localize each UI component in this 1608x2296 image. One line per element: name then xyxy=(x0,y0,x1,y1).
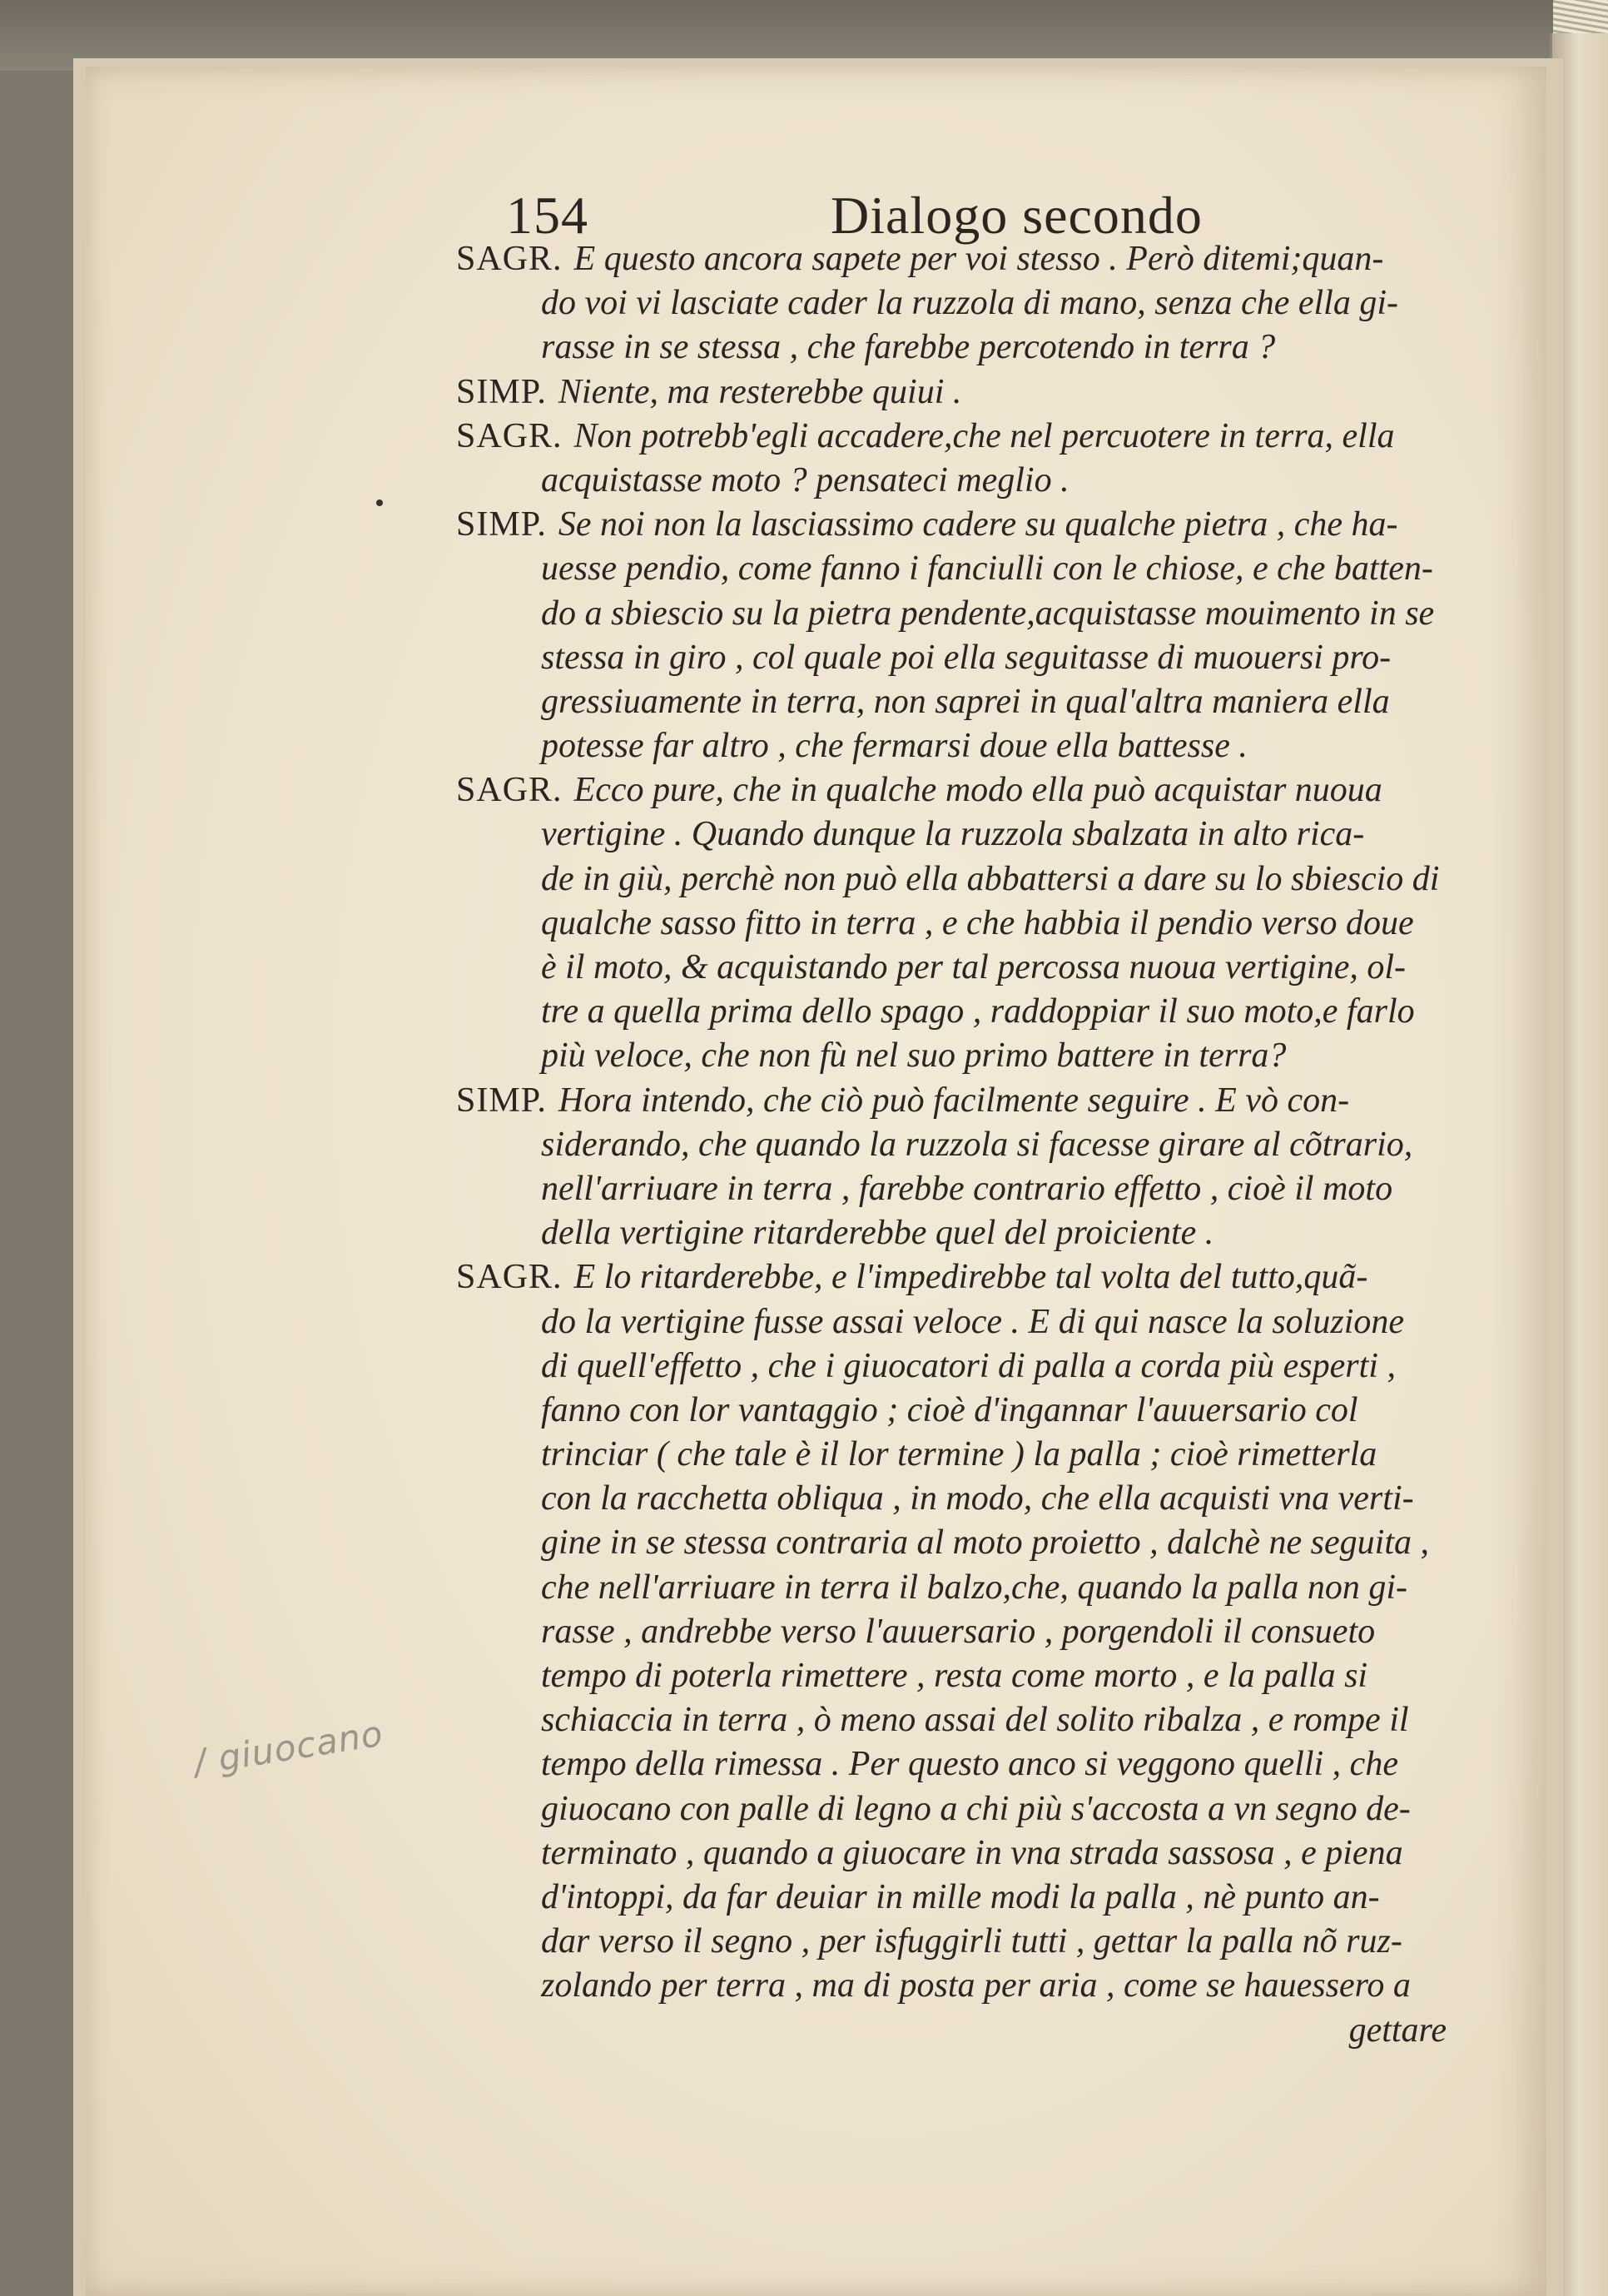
line-text: rasse , andrebbe verso l'auuersario , porgendoli il consueto xyxy=(541,1612,1376,1651)
line-text: Se noi non la lasciassimo cadere su qualche pietra , che ha- xyxy=(558,505,1398,544)
text-line xyxy=(456,768,1488,813)
line-text: vertigine . Quando dunque la ruzzola sbalzata in alto rica- xyxy=(541,815,1365,854)
running-title: Dialogo secondo xyxy=(831,186,1203,245)
line-text: di quell'effetto , che i giuocatori di palla a corda più esperti , xyxy=(541,1346,1396,1385)
speaker-label: SIMP. xyxy=(456,372,547,411)
text-line xyxy=(456,459,1488,503)
line-text: con la racchetta obliqua , in modo, che ella acquisti vna verti- xyxy=(541,1479,1414,1518)
text-line xyxy=(456,1034,1488,1078)
body-text xyxy=(456,237,1488,2053)
page-header xyxy=(506,185,1255,243)
line-text: trinciar ( che tale è il lor termine ) la palla ; cioè rimetterla xyxy=(541,1435,1377,1474)
text-line xyxy=(456,1389,1488,1433)
text-line xyxy=(456,1654,1488,1698)
line-text: nell'arriuare in terra , farebbe contrario effetto , cioè il moto xyxy=(541,1169,1393,1208)
speaker-label: SIMP. xyxy=(456,1081,547,1120)
text-line xyxy=(456,1964,1488,2008)
line-text: zolando per terra , ma di posta per aria , come se hauessero a xyxy=(541,1966,1411,2005)
speaker-label: SAGR. xyxy=(456,240,563,278)
text-line xyxy=(456,1477,1488,1521)
text-line xyxy=(456,1167,1488,1211)
margin-annotation: / giuocano xyxy=(191,1712,386,1783)
catchword: gettare xyxy=(1348,2010,1447,2050)
text-line xyxy=(456,680,1488,724)
speaker-label: SIMP. xyxy=(456,505,547,544)
text-line xyxy=(456,636,1488,680)
line-text: tre a quella prima dello spago , raddoppiar il suo moto,e farlo xyxy=(541,992,1415,1031)
text-line xyxy=(456,990,1488,1034)
text-line xyxy=(456,1521,1488,1565)
text-line xyxy=(456,1831,1488,1876)
line-text: Ecco pure, che in qualche modo ella può acquistar nuoua xyxy=(573,771,1382,810)
text-line xyxy=(456,592,1488,636)
text-line xyxy=(456,1787,1488,1831)
line-text: fanno con lor vantaggio ; cioè d'ingannar l'auuersario col xyxy=(541,1390,1358,1429)
line-text: stessa in giro , col quale poi ella seguitasse di muouersi pro- xyxy=(541,638,1392,677)
speaker-label: SAGR. xyxy=(456,1258,563,1297)
line-text: terminato , quando a giuocare in vna strada sassosa , e piena xyxy=(541,1833,1403,1872)
text-line xyxy=(456,1344,1488,1389)
line-text: do la vertigine fusse assai veloce . E di qui nasce la soluzione xyxy=(541,1302,1404,1341)
line-text: do a sbiescio su la pietra pendente,acquistasse mouimento in se xyxy=(541,594,1435,633)
line-text: che nell'arriuare in terra il balzo,che, quando la palla non gi- xyxy=(541,1568,1407,1607)
text-line xyxy=(456,1300,1488,1344)
line-text: tempo della rimessa . Per questo anco si veggono quelli , che xyxy=(541,1745,1398,1784)
text-line xyxy=(456,1742,1488,1787)
line-text: acquistasse moto ? pensateci meglio . xyxy=(541,460,1070,499)
text-line xyxy=(456,1123,1488,1167)
text-line xyxy=(456,326,1488,370)
speaker-label: SAGR. xyxy=(456,771,563,810)
text-line xyxy=(456,1255,1488,1300)
text-line xyxy=(456,1920,1488,1964)
line-text: de in giù, perchè non può ella abbattersi a dare su lo sbiescio di xyxy=(541,859,1440,898)
line-text: potesse far altro , che fermarsi doue ella battesse . xyxy=(541,727,1248,766)
line-text: giuocano con palle di legno a chi più s'accosta a vn segno de- xyxy=(541,1789,1411,1828)
text-line xyxy=(456,902,1488,946)
line-text: più veloce, che non fù nel suo primo battere in terra? xyxy=(541,1036,1287,1076)
text-line xyxy=(456,1876,1488,1920)
text-line xyxy=(456,1610,1488,1654)
text-line xyxy=(456,1211,1488,1255)
text-line xyxy=(456,547,1488,591)
text-line xyxy=(456,724,1488,768)
line-text: gressiuamente in terra, non saprei in qual'altra maniera ella xyxy=(541,682,1390,721)
line-text: Niente, ma resterebbe quiui . xyxy=(558,372,962,411)
speaker-label: SAGR. xyxy=(456,416,563,455)
text-line xyxy=(456,415,1488,459)
text-line xyxy=(456,857,1488,902)
line-text: rasse in se stessa , che farebbe percotendo in terra ? xyxy=(541,328,1276,367)
text-line xyxy=(456,237,1488,281)
line-text: schiaccia in terra , ò meno assai del solito ribalza , e rompe il xyxy=(541,1701,1409,1740)
text-line xyxy=(456,503,1488,547)
line-text: dar verso il segno , per isfuggirli tutti , gettar la palla nõ ruz- xyxy=(541,1922,1402,1961)
line-text: E lo ritarderebbe, e l'impedirebbe tal volta del tutto,quã- xyxy=(573,1258,1368,1297)
line-text: Hora intendo, che ciò può facilmente seguire . E vò con- xyxy=(558,1081,1350,1120)
line-text: gine in se stessa contraria al moto proietto , dalchè ne seguita , xyxy=(541,1523,1430,1563)
text-line xyxy=(456,1698,1488,1742)
page-number: 154 xyxy=(506,186,588,245)
line-text: d'intoppi, da far deuiar in mille modi la palla , nè punto an- xyxy=(541,1877,1380,1916)
text-line xyxy=(456,370,1488,415)
line-text: Non potrebb'egli accadere,che nel percuotere in terra, ella xyxy=(573,416,1395,455)
line-text: qualche sasso fitto in terra , e che habbia il pendio verso doue xyxy=(541,903,1414,942)
line-text: tempo di poterla rimettere , resta come morto , e la palla si xyxy=(541,1657,1368,1695)
line-text: è il moto, & acquistando per tal percossa nuoua vertigine, ol- xyxy=(541,948,1406,986)
text-line xyxy=(456,1566,1488,1610)
text-line xyxy=(456,813,1488,857)
line-text: uesse pendio, come fanno i fanciulli con le chiose, e che batten- xyxy=(541,549,1433,589)
line-text: do voi vi lasciate cader la ruzzola di mano, senza che ella gi- xyxy=(541,284,1399,323)
ink-dot xyxy=(376,499,383,506)
line-text: siderando, che quando la ruzzola si facesse girare al cõtrario, xyxy=(541,1125,1413,1164)
text-line xyxy=(456,1079,1488,1123)
text-line xyxy=(456,1433,1488,1477)
line-text: della vertigine ritarderebbe quel del proiciente . xyxy=(541,1214,1214,1253)
text-line xyxy=(456,946,1488,990)
text-line xyxy=(456,281,1488,326)
line-text: E questo ancora sapete per voi stesso . Però ditemi;quan- xyxy=(573,240,1384,278)
